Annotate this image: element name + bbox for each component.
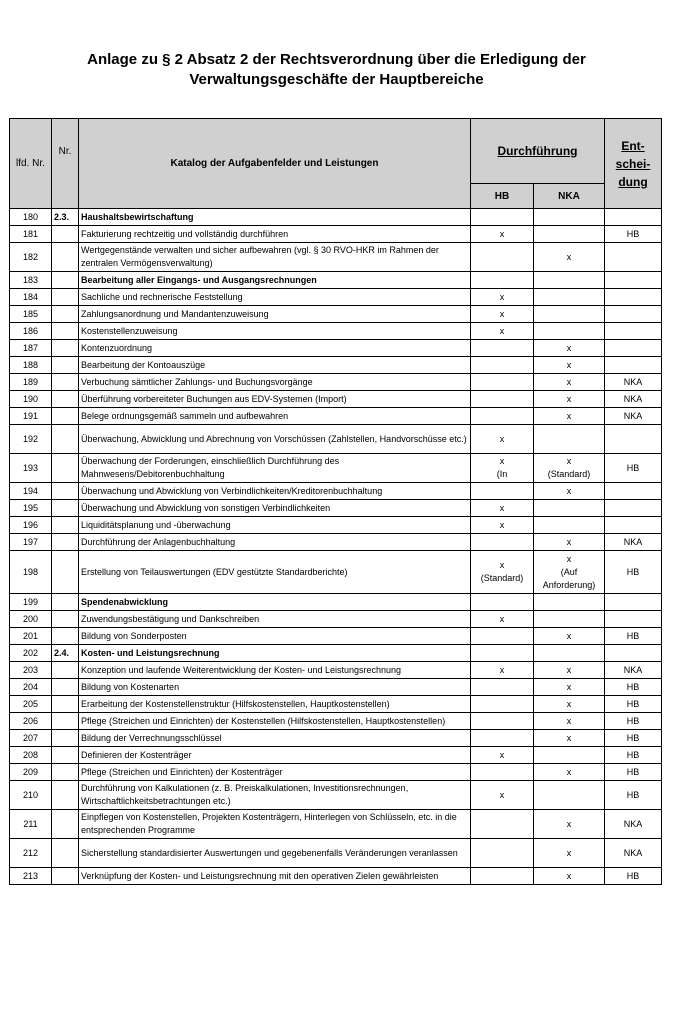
cell-nr bbox=[52, 306, 79, 323]
table-row bbox=[10, 243, 662, 272]
table-row bbox=[10, 391, 662, 408]
cell-nr bbox=[52, 483, 79, 500]
cell-hb bbox=[471, 391, 534, 408]
cell-entscheidung bbox=[605, 209, 662, 226]
cell-nr: 2.4. bbox=[52, 645, 79, 662]
table-row bbox=[10, 764, 662, 781]
cell-hb bbox=[471, 272, 534, 289]
cell-hb: x (Standard) bbox=[471, 551, 534, 594]
header-hb: HB bbox=[471, 184, 534, 209]
cell-entscheidung bbox=[605, 357, 662, 374]
cell-nka: x bbox=[534, 713, 605, 730]
cell-task: Pflege (Streichen und Einrichten) der Kostenstellen (Hilfskostenstellen, Hauptkostenstellen) bbox=[79, 713, 471, 730]
cell-entscheidung bbox=[605, 306, 662, 323]
header-katalog: Katalog der Aufgabenfelder und Leistungen bbox=[79, 119, 471, 209]
cell-hb bbox=[471, 594, 534, 611]
cell-entscheidung: HB bbox=[605, 628, 662, 645]
cell-nka: x bbox=[534, 243, 605, 272]
table-row bbox=[10, 696, 662, 713]
cell-nr bbox=[52, 517, 79, 534]
cell-entscheidung: NKA bbox=[605, 391, 662, 408]
cell-lfd-nr: 190 bbox=[10, 391, 52, 408]
header-lfd-nr: lfd. Nr. bbox=[10, 119, 52, 209]
cell-entscheidung: HB bbox=[605, 713, 662, 730]
cell-nr bbox=[52, 357, 79, 374]
table-row bbox=[10, 730, 662, 747]
table-row bbox=[10, 500, 662, 517]
cell-lfd-nr: 201 bbox=[10, 628, 52, 645]
cell-nr bbox=[52, 551, 79, 594]
cell-entscheidung bbox=[605, 611, 662, 628]
cell-lfd-nr: 180 bbox=[10, 209, 52, 226]
table-row bbox=[10, 340, 662, 357]
cell-task: Verbuchung sämtlicher Zahlungs- und Buchungsvorgänge bbox=[79, 374, 471, 391]
cell-hb bbox=[471, 839, 534, 868]
cell-hb bbox=[471, 764, 534, 781]
cell-nka bbox=[534, 500, 605, 517]
cell-task: Überführung vorbereiteter Buchungen aus EDV-Systemen (Import) bbox=[79, 391, 471, 408]
cell-task: Bearbeitung der Kontoauszüge bbox=[79, 357, 471, 374]
cell-nka: x (Auf Anforderung) bbox=[534, 551, 605, 594]
table-row bbox=[10, 209, 662, 226]
cell-nr bbox=[52, 408, 79, 425]
cell-task: Spendenabwicklung bbox=[79, 594, 471, 611]
cell-hb: x bbox=[471, 611, 534, 628]
cell-entscheidung: HB bbox=[605, 679, 662, 696]
cell-entscheidung: HB bbox=[605, 747, 662, 764]
cell-lfd-nr: 207 bbox=[10, 730, 52, 747]
cell-task: Überwachung und Abwicklung von Verbindlichkeiten/Kreditorenbuchhaltung bbox=[79, 483, 471, 500]
cell-lfd-nr: 184 bbox=[10, 289, 52, 306]
table-row bbox=[10, 645, 662, 662]
cell-entscheidung: HB bbox=[605, 868, 662, 885]
cell-task: Definieren der Kostenträger bbox=[79, 747, 471, 764]
cell-lfd-nr: 187 bbox=[10, 340, 52, 357]
cell-task: Zahlungsanordnung und Mandantenzuweisung bbox=[79, 306, 471, 323]
cell-nr bbox=[52, 839, 79, 868]
cell-entscheidung: NKA bbox=[605, 662, 662, 679]
header-nr: Nr. bbox=[52, 119, 79, 209]
cell-entscheidung bbox=[605, 517, 662, 534]
table-row bbox=[10, 611, 662, 628]
cell-task: Durchführung der Anlagenbuchhaltung bbox=[79, 534, 471, 551]
cell-entscheidung bbox=[605, 243, 662, 272]
cell-hb bbox=[471, 374, 534, 391]
cell-task: Fakturierung rechtzeitig und vollständig durchführen bbox=[79, 226, 471, 243]
table-row bbox=[10, 594, 662, 611]
header-ent-line-1: Ent- bbox=[621, 139, 645, 153]
table-row bbox=[10, 781, 662, 810]
cell-nka: x bbox=[534, 764, 605, 781]
cell-lfd-nr: 186 bbox=[10, 323, 52, 340]
cell-task: Haushaltsbewirtschaftung bbox=[79, 209, 471, 226]
cell-hb bbox=[471, 868, 534, 885]
cell-nr bbox=[52, 810, 79, 839]
cell-nr bbox=[52, 713, 79, 730]
cell-task: Kosten- und Leistungsrechnung bbox=[79, 645, 471, 662]
cell-nka: x bbox=[534, 868, 605, 885]
cell-entscheidung bbox=[605, 272, 662, 289]
cell-lfd-nr: 211 bbox=[10, 810, 52, 839]
cell-task: Zuwendungsbestätigung und Dankschreiben bbox=[79, 611, 471, 628]
cell-hb: x bbox=[471, 500, 534, 517]
cell-nka: x bbox=[534, 839, 605, 868]
task-catalog-table bbox=[9, 118, 662, 885]
cell-nr bbox=[52, 323, 79, 340]
cell-lfd-nr: 192 bbox=[10, 425, 52, 454]
cell-lfd-nr: 193 bbox=[10, 454, 52, 483]
title-line-2: Verwaltungsgeschäfte der Hauptbereiche bbox=[189, 71, 484, 88]
cell-nka: x bbox=[534, 374, 605, 391]
cell-lfd-nr: 196 bbox=[10, 517, 52, 534]
cell-nka bbox=[534, 594, 605, 611]
cell-task: Überwachung und Abwicklung von sonstigen Verbindlichkeiten bbox=[79, 500, 471, 517]
cell-task: Belege ordnungsgemäß sammeln und aufbewahren bbox=[79, 408, 471, 425]
table-row bbox=[10, 408, 662, 425]
cell-nka: x bbox=[534, 483, 605, 500]
cell-nka bbox=[534, 517, 605, 534]
cell-entscheidung bbox=[605, 425, 662, 454]
cell-nr bbox=[52, 289, 79, 306]
cell-lfd-nr: 198 bbox=[10, 551, 52, 594]
cell-nka bbox=[534, 289, 605, 306]
cell-lfd-nr: 208 bbox=[10, 747, 52, 764]
table-row bbox=[10, 425, 662, 454]
cell-task: Kostenstellenzuweisung bbox=[79, 323, 471, 340]
table-row bbox=[10, 679, 662, 696]
cell-nr bbox=[52, 594, 79, 611]
cell-entscheidung: NKA bbox=[605, 839, 662, 868]
cell-task: Überwachung der Forderungen, einschließlich Durchführung des Mahnwesens/Debitorenbuchhaltung bbox=[79, 454, 471, 483]
cell-entscheidung bbox=[605, 323, 662, 340]
table-row bbox=[10, 868, 662, 885]
title-line-1: Anlage zu § 2 Absatz 2 der Rechtsverordnung über die Erledigung der bbox=[87, 51, 586, 68]
cell-nka: x bbox=[534, 340, 605, 357]
table-row bbox=[10, 810, 662, 839]
cell-nka: x bbox=[534, 357, 605, 374]
cell-lfd-nr: 204 bbox=[10, 679, 52, 696]
cell-nr bbox=[52, 534, 79, 551]
header-nka: NKA bbox=[534, 184, 605, 209]
cell-task: Sicherstellung standardisierter Auswertungen und gegebenenfalls Veränderungen veranlassen bbox=[79, 839, 471, 868]
cell-task: Liquiditätsplanung und -überwachung bbox=[79, 517, 471, 534]
cell-lfd-nr: 203 bbox=[10, 662, 52, 679]
cell-hb bbox=[471, 357, 534, 374]
cell-nka: x bbox=[534, 810, 605, 839]
cell-entscheidung: HB bbox=[605, 696, 662, 713]
cell-nka: x (Standard) bbox=[534, 454, 605, 483]
cell-nka bbox=[534, 611, 605, 628]
cell-hb bbox=[471, 713, 534, 730]
cell-lfd-nr: 209 bbox=[10, 764, 52, 781]
cell-hb: x (In bbox=[471, 454, 534, 483]
cell-nka: x bbox=[534, 730, 605, 747]
table-row bbox=[10, 226, 662, 243]
cell-lfd-nr: 189 bbox=[10, 374, 52, 391]
table-row bbox=[10, 306, 662, 323]
cell-entscheidung bbox=[605, 500, 662, 517]
cell-nr bbox=[52, 226, 79, 243]
cell-entscheidung: HB bbox=[605, 551, 662, 594]
cell-lfd-nr: 199 bbox=[10, 594, 52, 611]
cell-nka bbox=[534, 747, 605, 764]
cell-nka bbox=[534, 272, 605, 289]
cell-nka: x bbox=[534, 534, 605, 551]
cell-nr bbox=[52, 391, 79, 408]
cell-entscheidung: NKA bbox=[605, 534, 662, 551]
table-row bbox=[10, 534, 662, 551]
table-row bbox=[10, 662, 662, 679]
cell-hb bbox=[471, 696, 534, 713]
cell-lfd-nr: 194 bbox=[10, 483, 52, 500]
cell-hb: x bbox=[471, 517, 534, 534]
cell-entscheidung bbox=[605, 594, 662, 611]
cell-hb: x bbox=[471, 747, 534, 764]
table-row bbox=[10, 839, 662, 868]
table-row bbox=[10, 357, 662, 374]
cell-task: Überwachung, Abwicklung und Abrechnung von Vorschüssen (Zahlstellen, Handvorschüsse etc.) bbox=[79, 425, 471, 454]
cell-nr bbox=[52, 781, 79, 810]
cell-lfd-nr: 181 bbox=[10, 226, 52, 243]
cell-hb: x bbox=[471, 323, 534, 340]
cell-hb: x bbox=[471, 306, 534, 323]
table-row bbox=[10, 323, 662, 340]
cell-lfd-nr: 210 bbox=[10, 781, 52, 810]
cell-nr bbox=[52, 454, 79, 483]
cell-nka: x bbox=[534, 662, 605, 679]
cell-nka bbox=[534, 781, 605, 810]
table-row bbox=[10, 747, 662, 764]
cell-lfd-nr: 182 bbox=[10, 243, 52, 272]
cell-nka bbox=[534, 226, 605, 243]
cell-nr bbox=[52, 662, 79, 679]
cell-nr bbox=[52, 374, 79, 391]
cell-task: Erstellung von Teilauswertungen (EDV gestützte Standardberichte) bbox=[79, 551, 471, 594]
cell-nr bbox=[52, 243, 79, 272]
cell-lfd-nr: 206 bbox=[10, 713, 52, 730]
cell-entscheidung: HB bbox=[605, 730, 662, 747]
cell-task: Durchführung von Kalkulationen (z. B. Preiskalkulationen, Investitionsrechnungen, Wirtschaftlichkeitsbetrachtungen etc.) bbox=[79, 781, 471, 810]
cell-task: Kontenzuordnung bbox=[79, 340, 471, 357]
cell-task: Bildung von Kostenarten bbox=[79, 679, 471, 696]
cell-nka: x bbox=[534, 696, 605, 713]
cell-nka: x bbox=[534, 679, 605, 696]
table-row bbox=[10, 374, 662, 391]
cell-lfd-nr: 202 bbox=[10, 645, 52, 662]
cell-nka bbox=[534, 425, 605, 454]
cell-entscheidung: NKA bbox=[605, 408, 662, 425]
cell-nr bbox=[52, 679, 79, 696]
cell-task: Wertgegenstände verwalten und sicher aufbewahren (vgl. § 30 RVO-HKR im Rahmen der zentralen Vermögensverwaltung) bbox=[79, 243, 471, 272]
cell-task: Pflege (Streichen und Einrichten) der Kostenträger bbox=[79, 764, 471, 781]
cell-task: Konzeption und laufende Weiterentwicklung der Kosten- und Leistungsrechnung bbox=[79, 662, 471, 679]
header-ent-line-3: dung bbox=[618, 175, 648, 189]
cell-lfd-nr: 183 bbox=[10, 272, 52, 289]
cell-lfd-nr: 212 bbox=[10, 839, 52, 868]
cell-nka: x bbox=[534, 408, 605, 425]
cell-lfd-nr: 205 bbox=[10, 696, 52, 713]
cell-hb: x bbox=[471, 289, 534, 306]
cell-lfd-nr: 185 bbox=[10, 306, 52, 323]
cell-task: Bildung der Verrechnungsschlüssel bbox=[79, 730, 471, 747]
cell-entscheidung: HB bbox=[605, 764, 662, 781]
cell-entscheidung bbox=[605, 645, 662, 662]
cell-entscheidung: HB bbox=[605, 226, 662, 243]
header-ent-line-2: schei- bbox=[615, 157, 651, 171]
cell-task: Einpflegen von Kostenstellen, Projekten Kostenträgern, Hinterlegen von Schlüsseln, etc. in die entsprechenden Programme bbox=[79, 810, 471, 839]
cell-nr bbox=[52, 747, 79, 764]
cell-entscheidung: NKA bbox=[605, 810, 662, 839]
cell-entscheidung: HB bbox=[605, 454, 662, 483]
table-body bbox=[10, 209, 662, 885]
cell-hb: x bbox=[471, 226, 534, 243]
cell-hb bbox=[471, 628, 534, 645]
table-row bbox=[10, 551, 662, 594]
table-row bbox=[10, 483, 662, 500]
cell-nr bbox=[52, 696, 79, 713]
cell-nka: x bbox=[534, 628, 605, 645]
cell-nka bbox=[534, 323, 605, 340]
table-row bbox=[10, 628, 662, 645]
cell-task: Bildung von Sonderposten bbox=[79, 628, 471, 645]
document-title bbox=[0, 50, 673, 90]
cell-hb bbox=[471, 810, 534, 839]
cell-nr: 2.3. bbox=[52, 209, 79, 226]
cell-nr bbox=[52, 272, 79, 289]
cell-lfd-nr: 200 bbox=[10, 611, 52, 628]
cell-hb: x bbox=[471, 781, 534, 810]
table-row bbox=[10, 289, 662, 306]
cell-entscheidung bbox=[605, 483, 662, 500]
cell-nr bbox=[52, 425, 79, 454]
cell-hb bbox=[471, 679, 534, 696]
cell-hb bbox=[471, 645, 534, 662]
cell-lfd-nr: 191 bbox=[10, 408, 52, 425]
cell-nr bbox=[52, 628, 79, 645]
cell-nr bbox=[52, 500, 79, 517]
cell-hb: x bbox=[471, 425, 534, 454]
cell-entscheidung bbox=[605, 340, 662, 357]
table-row bbox=[10, 713, 662, 730]
cell-task: Bearbeitung aller Eingangs- und Ausgangsrechnungen bbox=[79, 272, 471, 289]
table-row bbox=[10, 517, 662, 534]
cell-nka bbox=[534, 209, 605, 226]
cell-hb: x bbox=[471, 662, 534, 679]
cell-entscheidung: HB bbox=[605, 781, 662, 810]
cell-entscheidung: NKA bbox=[605, 374, 662, 391]
cell-hb bbox=[471, 534, 534, 551]
cell-nr bbox=[52, 868, 79, 885]
cell-hb bbox=[471, 483, 534, 500]
cell-hb bbox=[471, 730, 534, 747]
cell-entscheidung bbox=[605, 289, 662, 306]
cell-lfd-nr: 195 bbox=[10, 500, 52, 517]
cell-nka bbox=[534, 645, 605, 662]
cell-nka bbox=[534, 306, 605, 323]
cell-hb bbox=[471, 243, 534, 272]
header-entscheidung bbox=[605, 119, 662, 209]
cell-task: Sachliche und rechnerische Feststellung bbox=[79, 289, 471, 306]
cell-nr bbox=[52, 611, 79, 628]
header-durchfuehrung: Durchführung bbox=[471, 119, 605, 184]
cell-hb bbox=[471, 408, 534, 425]
cell-nr bbox=[52, 730, 79, 747]
cell-nr bbox=[52, 340, 79, 357]
cell-lfd-nr: 213 bbox=[10, 868, 52, 885]
cell-hb bbox=[471, 340, 534, 357]
cell-nr bbox=[52, 764, 79, 781]
cell-task: Verknüpfung der Kosten- und Leistungsrechnung mit den operativen Zielen gewährleisten bbox=[79, 868, 471, 885]
cell-lfd-nr: 188 bbox=[10, 357, 52, 374]
cell-task: Erarbeitung der Kostenstellenstruktur (Hilfskostenstellen, Hauptkostenstellen) bbox=[79, 696, 471, 713]
table-row bbox=[10, 454, 662, 483]
table-row bbox=[10, 272, 662, 289]
cell-nka: x bbox=[534, 391, 605, 408]
cell-lfd-nr: 197 bbox=[10, 534, 52, 551]
cell-hb bbox=[471, 209, 534, 226]
